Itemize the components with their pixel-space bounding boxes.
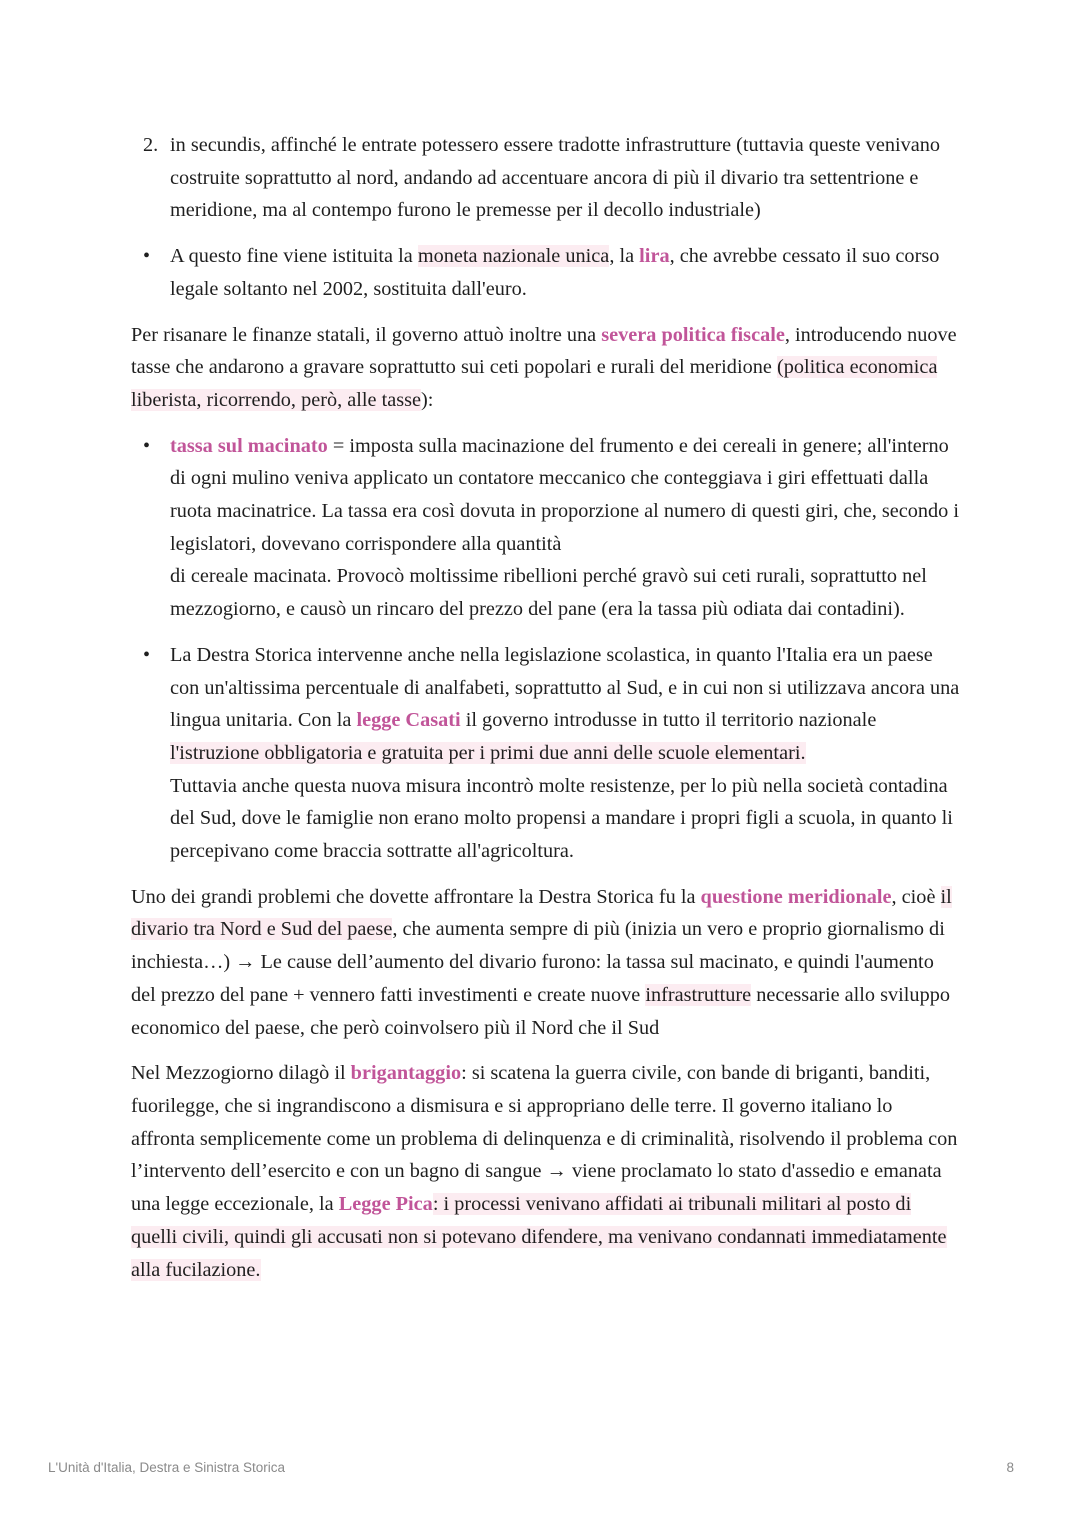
item-text: , che avrebbe cessato il suo corso legale soltanto nel 2002, sostituita dall'euro. bbox=[170, 245, 940, 300]
item-text: in secundis, affinché le entrate potessero essere tradotte infrastrutture (tuttavia queste venivano costruite soprattutto al nord, andando ad accentuare ancora di più il divario tra settentrione e meridione, ma al contempo furono le premesse per il decollo industriale) bbox=[170, 134, 941, 222]
highlighted-text: (politica economica liberista, ricorrendo, però, alle tasse bbox=[131, 356, 938, 411]
highlighted-text: moneta nazionale unica bbox=[417, 245, 610, 268]
item-text: , la bbox=[609, 245, 640, 268]
footer-document-title: L'Unità d'Italia, Destra e Sinistra Storica bbox=[48, 1460, 286, 1475]
keyword-tassa-sul-macinato: tassa sul macinato bbox=[170, 434, 328, 457]
numbered-item-2 bbox=[131, 129, 961, 227]
keyword-legge-casati: legge Casati bbox=[356, 709, 461, 732]
list-number: 2. bbox=[143, 134, 159, 156]
paragraph-text: Uno dei grandi problemi che dovette affrontare la Destra Storica fu la bbox=[131, 885, 701, 908]
bullet-icon: • bbox=[143, 245, 151, 268]
highlighted-text: il divario tra Nord e Sud del paese bbox=[131, 885, 952, 941]
highlighted-text: : i processi venivano affidati ai tribunali militari al posto di quelli civili, quindi gli accusati non si potevano difendere, ma venivano condannati immediatamente alla fucilazione. bbox=[131, 1193, 947, 1281]
paragraph-text: ): bbox=[421, 388, 434, 411]
item-text: A questo fine viene istituita la bbox=[170, 245, 418, 268]
paragraph-brigantaggio bbox=[131, 1057, 961, 1286]
keyword-legge-pica: Legge Pica bbox=[338, 1193, 433, 1216]
highlighted-text: infrastrutture bbox=[645, 983, 752, 1006]
paragraph-questione-meridionale bbox=[131, 881, 961, 1045]
paragraph-text: Per risanare le finanze statali, il governo attuò inoltre una bbox=[131, 323, 602, 346]
bullet-item-macinato bbox=[131, 430, 961, 626]
item-text: La Destra Storica intervenne anche nella legislazione scolastica, in quanto l'Italia era un paese con un'altissima percentuale di analfabeti, soprattutto al Sud, e in cui non si utilizzava ancora una lingua unitaria. Con la bbox=[170, 643, 960, 732]
paragraph-text: Nel Mezzogiorno dilagò il bbox=[131, 1062, 351, 1085]
item-text: di cereale macinata. Provocò moltissime ribellioni perché gravò sui ceti rurali, soprattutto nel mezzogiorno, e causò un rincaro del prezzo del pane (era la tassa più odiata dai contadini). bbox=[170, 565, 927, 621]
item-text: il governo introdusse in tutto il territorio nazionale bbox=[460, 709, 877, 732]
paragraph-text: , cioè bbox=[891, 885, 941, 908]
item-text: = imposta sulla macinazione del frumento e dei cereali in genere; all'interno di ogni mulino veniva applicato un contatore meccanico che conteggiava i giri effettuati dalla ruota macinatrice. La tassa era così dovuta in proporzione al numero di questi giri, che, secondo i legislatori, dovevano corrispondere alla quantità bbox=[170, 434, 960, 555]
paragraph-politica-fiscale bbox=[131, 319, 961, 417]
page-content bbox=[131, 129, 961, 1299]
paragraph-text: , introducendo nuove tasse che andarono a gravare soprattutto sui ceti popolari e rurali del meridione bbox=[131, 323, 957, 379]
paragraph-text: : si scatena la guerra civile, con bande di briganti, banditi, fuorilegge, che si ingrandiscono a dismisura e si appropriano delle terre. Il governo italiano lo affronta semplicemente come un problema di delinquenza e di criminalità, risolvendo il problema con l’intervento dell’esercito e con un bagno di sangue → viene proclamato lo stato d'assedio e emanata una legge eccezionale, la bbox=[131, 1062, 958, 1216]
keyword-questione-meridionale: questione meridionale bbox=[700, 885, 892, 908]
bullet-item-lira bbox=[131, 240, 961, 305]
footer-page-number: 8 bbox=[1006, 1460, 1014, 1475]
item-text: Tuttavia anche questa nuova misura incontrò molte resistenze, per lo più nella società contadina del Sud, dove le famiglie non erano molto propensi a mandare i propri figli a scuola, in quanto li percepivano come braccia sottratte all'agricoltura. bbox=[170, 774, 953, 863]
highlighted-text: l'istruzione obbligatoria e gratuita per i primi due anni delle scuole elementari. bbox=[170, 741, 806, 764]
paragraph-text: necessarie allo sviluppo economico del paese, che però coinvolsero più il Nord che il Sud bbox=[131, 983, 950, 1039]
bullet-icon: • bbox=[143, 643, 151, 666]
keyword-severa-politica-fiscale: severa politica fiscale bbox=[601, 323, 785, 346]
paragraph-text: , che aumenta sempre di più (inizia un vero e proprio giornalismo di inchiesta…) → Le cause dell’aumento del divario furono: la tassa sul macinato, e quindi l'aumento del prezzo del pane + vennero fatti investimenti e create nuove bbox=[131, 918, 945, 1006]
keyword-lira: lira bbox=[639, 245, 670, 268]
bullet-item-scuola bbox=[131, 639, 961, 868]
keyword-brigantaggio: brigantaggio bbox=[350, 1062, 462, 1085]
bullet-icon: • bbox=[143, 434, 151, 457]
